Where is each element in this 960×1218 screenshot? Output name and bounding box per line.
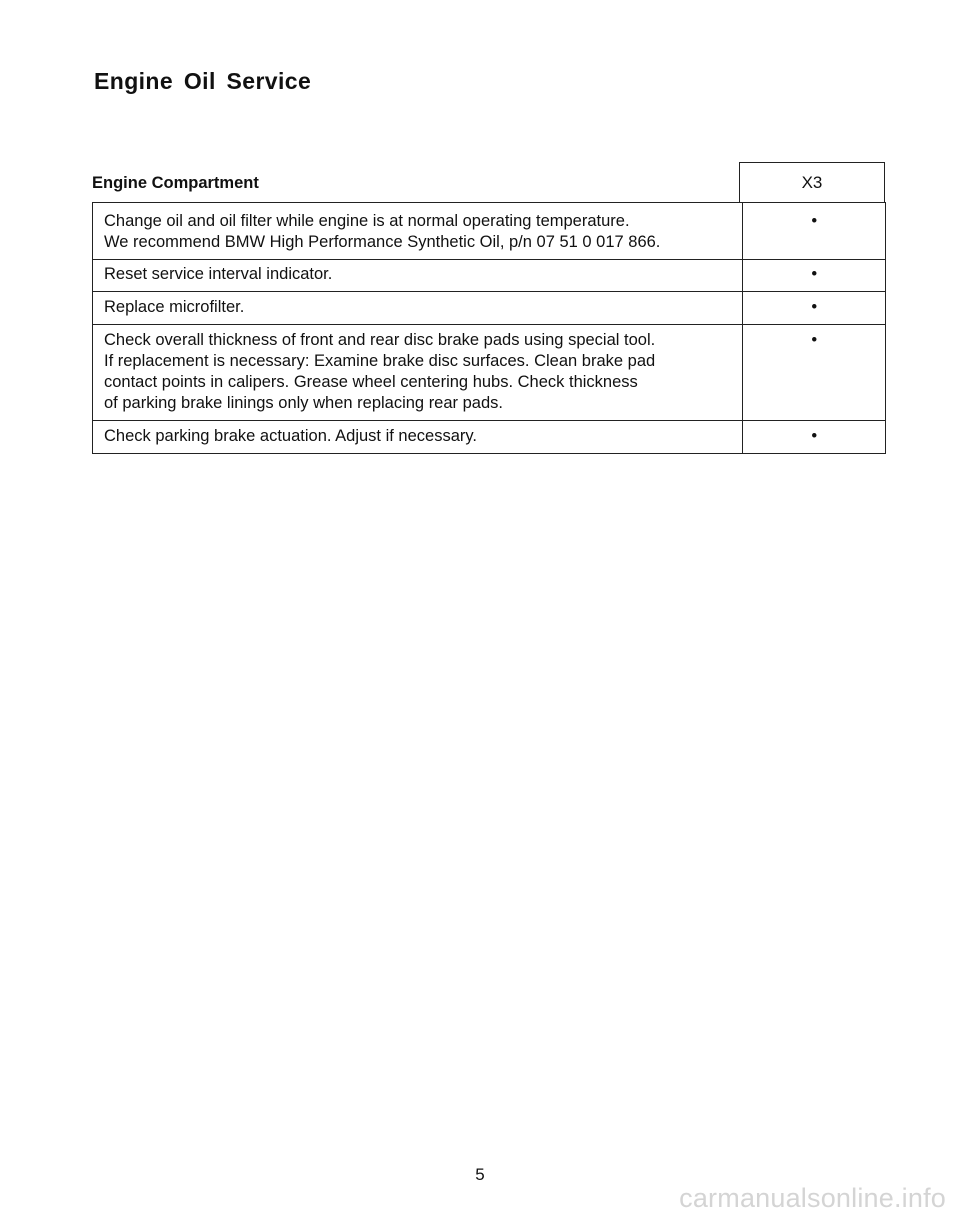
task-cell: Check overall thickness of front and rear disc brake pads using special tool. If replacement is necessary: Examine brake disc surfaces. Clean brake pad contact points in calipers. Grease wheel centering hubs. Check thickness of parking brake linings only when replacing rear pads.: [93, 325, 743, 421]
service-table: [92, 202, 886, 454]
task-cell: Check parking brake actuation. Adjust if necessary.: [93, 421, 743, 454]
watermark-text: carmanualsonline.info: [679, 1183, 946, 1213]
table-row: [93, 421, 886, 454]
applies-mark: •: [743, 260, 886, 292]
task-cell: Change oil and oil filter while engine is at normal operating temperature. We recommend BMW High Performance Synthetic Oil, p/n 07 51 0 017 866.: [93, 203, 743, 260]
table-row: [93, 203, 886, 260]
page-number: 5: [475, 1165, 485, 1184]
applies-mark: •: [743, 325, 886, 421]
applies-mark: •: [743, 292, 886, 325]
task-cell: Replace microfilter.: [93, 292, 743, 325]
table-row: [93, 325, 886, 421]
applies-mark: •: [743, 203, 886, 260]
section-label: Engine Compartment: [92, 174, 259, 192]
task-cell: Reset service interval indicator.: [93, 260, 743, 292]
model-column-header: X3: [739, 162, 885, 202]
table-row: [93, 292, 886, 325]
table-row: [93, 260, 886, 292]
applies-mark: •: [743, 421, 886, 454]
page-title: Engine Oil Service: [94, 68, 312, 94]
